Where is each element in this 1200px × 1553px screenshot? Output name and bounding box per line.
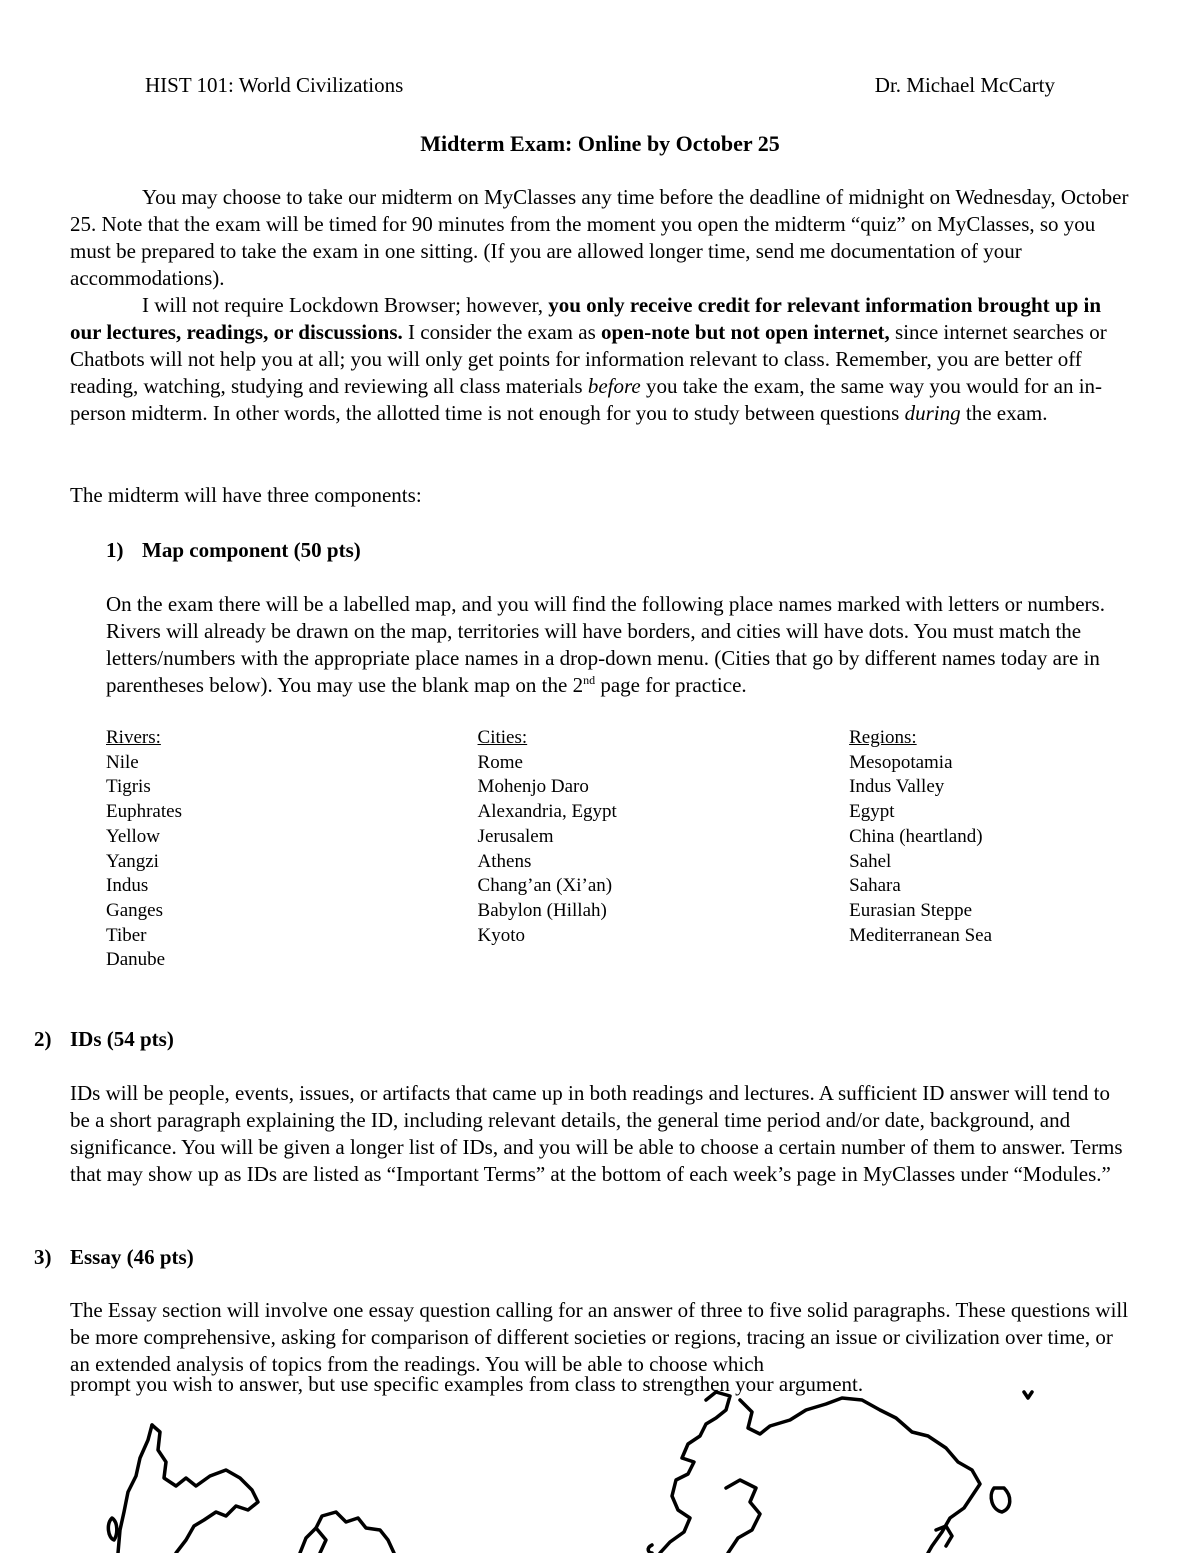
p2-bold-credit: you only receive credit for relevant information brought up in our lectures, readings, or discussions. [70,293,1102,344]
section-1-body-text: On the exam there will be a labelled map, and you will find the following place names marked with letters or numbers. Rivers will already be drawn on the map, territories will have borders, and cities will have dots. You must match the letters/numbers with the appropriate place names in a drop-down menu. (Cities that go by different names today are in parentheses below). You may use the blank map on the 2 [106,592,1105,697]
page-header [145,72,1055,99]
map-island-east [991,1488,1010,1512]
section-1-title: Map component (50 pts) [142,538,361,562]
list-item: Eurasian Steppe [849,899,973,921]
list-item: Yellow [106,825,161,847]
p2-text-c: I consider the exam as [402,320,602,344]
course-name: HIST 101: World Civilizations [145,73,404,97]
list-item: Indus [106,875,149,897]
list-item: China (heartland) [849,825,983,847]
section-2-body: IDs will be people, events, issues, or artifacts that came up in both readings and lectures. A sufficient ID answer will tend to be a short paragraph explaining the ID, including relevant details, the general time period and/or date, background, and significance. You will be given a longer list of IDs, and you will be able to choose a certain number of them to answer. Terms that may show up as IDs are listed as “Important Terms” at the bottom of each week’s page in MyClasses under “Modules.” [70,1081,1123,1186]
rivers-column [106,726,478,973]
components-intro: The midterm will have three components: [70,483,422,507]
map-coast-west [118,1425,152,1553]
p2-text-a: I will not require Lockdown Browser; however, [142,293,549,317]
rivers-label: Rivers: [106,727,161,748]
blank-map-outline [0,1390,1200,1553]
section-1-body-end: page for practice. [595,673,747,697]
page-title: Midterm Exam: Online by October 25 [420,131,780,156]
section-1-heading [106,537,361,564]
p2-text-i: the exam. [960,401,1048,425]
list-item: Euphrates [106,801,182,823]
section-2-heading [34,1026,174,1053]
map-island-east-3 [648,1545,652,1553]
section-3-number: 3) [34,1245,52,1269]
list-item: Sahel [849,850,892,872]
list-item: Tigris [106,776,151,798]
section-3-cut-text: prompt you wish to answer, but use specific examples from class to strengthen your argument. [70,1372,864,1396]
list-item: Athens [477,850,532,872]
map-coast-east [660,1392,730,1553]
map-island-west [108,1518,116,1540]
list-item: Indus Valley [849,776,945,798]
map-coast-east-3 [726,1480,760,1553]
section-2-number: 2) [34,1027,52,1051]
intro-paragraph-1: You may choose to take our midterm on MyClasses any time before the deadline of midnight on Wednesday, October 25. Note that the exam will be timed for 90 minutes from the moment you open the midterm “quiz” on MyClasses, so you must be prepared to take the exam in one sitting. (If you are allowed longer time, send me documentation of your accommodations). [70,185,1129,290]
map-island-east-2 [1024,1392,1032,1398]
intro-paragraph-2 [70,292,1130,427]
list-item: Tiber [106,924,147,946]
list-item: Egypt [849,801,895,823]
map-coast-mid [300,1512,394,1553]
instructor-name: Dr. Michael McCarty [874,73,1055,97]
list-item: Sahara [849,875,901,897]
list-item: Kyoto [477,924,526,946]
cities-column [478,726,850,973]
list-item: Mediterranean Sea [849,924,993,946]
section-2-title: IDs (54 pts) [70,1027,174,1051]
section-3-heading [34,1244,194,1271]
list-item: Alexandria, Egypt [477,801,617,823]
list-item: Mesopotamia [849,751,953,773]
ordinal-suffix: nd [583,673,596,687]
list-item: Danube [106,949,166,971]
list-item: Nile [106,751,139,773]
list-item: Jerusalem [477,825,554,847]
list-item: Rome [477,751,523,773]
list-item: Yangzi [106,850,159,872]
list-item: Mohenjo Daro [477,776,589,798]
p2-text-e: since internet searches or Chatbots will not help you at all; you will only get points for information relevant to class. Remember, you are better off reading, watching, studying and reviewing all class materials [70,320,1107,398]
regions-label: Regions: [849,727,917,748]
p2-text-g: you take the exam, the same way you would for an in-person midterm. In other words, the allotted time is not enough for you to study between questions [70,374,1103,425]
map-coast-mid-2 [316,1528,326,1553]
regions-column [849,726,1106,973]
place-name-lists [106,726,1106,973]
list-item: Chang’an (Xi’an) [477,875,613,897]
section-3-body: The Essay section will involve one essay question calling for an answer of three to five solid paragraphs. These questions will be more comprehensive, asking for comparison of different societies or regions, tracing an issue or civilization over time, or an extended analysis of topics from the readings. You will be able to choose which [70,1298,1129,1376]
map-coast-west-2 [152,1425,258,1553]
section-3-title: Essay (46 pts) [70,1245,194,1269]
p2-bold-open-note: open-note but not open internet, [601,320,890,344]
map-coast-east-2 [740,1398,980,1553]
p2-italic-during: during [904,401,961,425]
list-item: Ganges [106,899,163,921]
list-item: Babylon (Hillah) [477,899,607,921]
cities-label: Cities: [477,727,528,748]
p2-italic-before: before [587,374,641,398]
section-1-number: 1) [106,538,124,562]
section-1-body [106,591,1136,699]
